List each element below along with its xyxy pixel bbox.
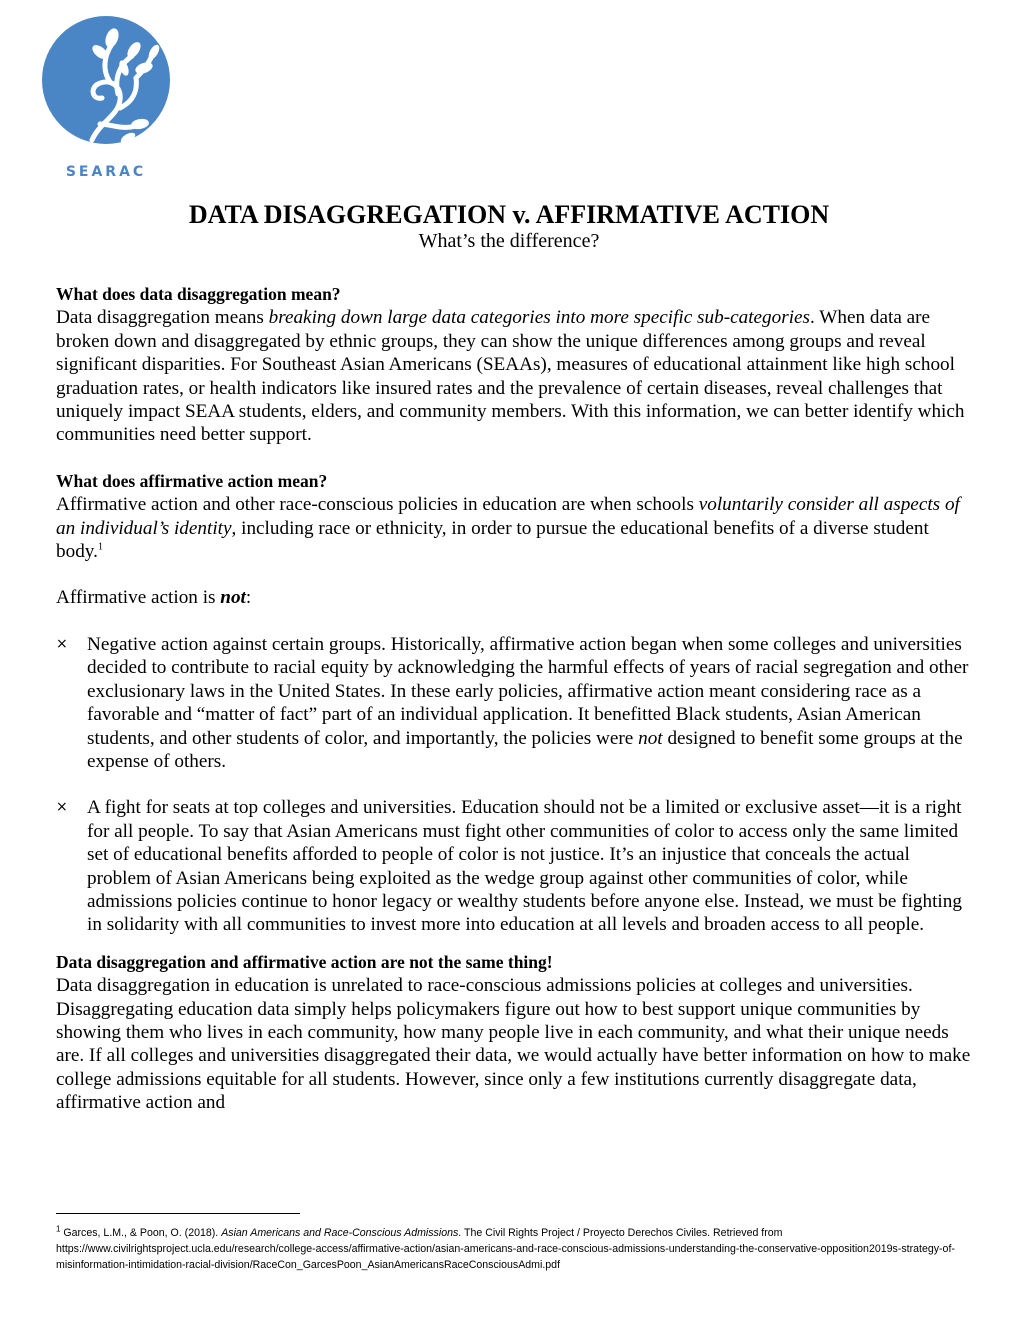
emphasis-text: breaking down large data categories into more specific sub-categories xyxy=(268,307,811,329)
question-affirmative-action: What does affirmative action mean? xyxy=(56,470,328,491)
footnote-authors: Garces, L.M., & Poon, O. (2018). xyxy=(60,1227,222,1239)
footnote-reference: 1 xyxy=(97,541,103,553)
searac-logo xyxy=(40,12,172,182)
not-line xyxy=(56,586,976,609)
emphasis-text: voluntarily consider all aspects of an individual’s identity xyxy=(56,494,960,539)
paragraph-affirmative-action xyxy=(56,493,976,563)
list-item xyxy=(56,633,976,773)
heading-not-same-thing: Data disaggregation and affirmative action are not the same thing! xyxy=(56,951,553,972)
page-subtitle: What’s the difference? xyxy=(418,230,600,252)
text-run: designed to benefit some groups at the expense of others. xyxy=(87,727,963,772)
question-data-disaggregation: What does data disaggregation mean? xyxy=(56,284,341,304)
footnote-divider xyxy=(56,1213,300,1214)
emphasis-text: not xyxy=(638,727,663,749)
footnote xyxy=(56,1225,986,1273)
text-run: . When data are broken down and disaggregated by ethnic groups, they can show the unique differences among groups and reveal significant disparities. For Southeast Asian Americans (SEAAs), measures of educational attainment like high school graduation rates, or health indicators like insured rates and the prevalence of certain diseases, reveal challenges that uniquely impact SEAA students, elders, and community members. With this information, we can better identify which communities need better support. xyxy=(56,307,965,446)
list-item xyxy=(56,796,976,936)
text-run: Negative action against certain groups. Historically, affirmative action began when some colleges and universities decided to contribute to racial equity by acknowledging the harmful effects of years of racial segregation and other exclusionary laws in the United States. In these early policies, affirmative action meant considering race as a favorable and “matter of fact” part of an individual application. It benefitted Black students, Asian American students, and other students of color, and importantly, the policies were xyxy=(87,633,969,749)
text-run: : xyxy=(245,587,252,609)
x-mark-icon: × xyxy=(56,799,68,816)
footnote-title: Asian Americans and Race-Conscious Admissions xyxy=(221,1227,459,1239)
x-mark-icon: × xyxy=(56,635,68,652)
logo-wordmark: SEARAC xyxy=(65,164,147,180)
text-run: Data disaggregation means xyxy=(56,307,269,329)
paragraph-not-same-thing: Data disaggregation in education is unrelated to race-conscious admissions policies at colleges and universities. Disaggregating education data simply helps policymakers figure out how to best support unique communities by showing them who lives in each community, how many people live in each community, and what their unique needs are. If all colleges and universities disaggregated their data, we would actually have better information on how to make college admissions equitable for all students. However, since only a few institutions currently disaggregate data, affirmative action and xyxy=(56,975,971,1114)
text-run: , including race or ethnicity, in order to pursue the educational benefits of a diverse student body. xyxy=(56,517,929,563)
text-run: Affirmative action is xyxy=(56,587,221,609)
tree-logo-icon xyxy=(40,12,172,162)
footnote-number: 1 xyxy=(56,1224,61,1234)
footnote-source: . The Civil Rights Project / Proyecto Derechos Civiles. Retrieved from https://www.civilrightsproject.ucla.edu/research/college-access/affirmative-action/asian-americans-and-race-conscious-admissions-understanding-the-conservative-opposition2019s-strategy-of-misinformation-intimidation-racial-division/RaceCon_GarcesPoon_AsianAmericansRaceConsciousAdmi.pdf xyxy=(56,1227,955,1271)
emphasis-not: not xyxy=(220,587,246,609)
text-run: A fight for seats at top colleges and universities. Education should not be a limited or exclusive asset—it is a right for all people. To say that Asian Americans must fight other communities of color to access only the same limited set of educational benefits afforded to people of color is not justice. It’s an injustice that conceals the actual problem of Asian Americans being exploited as the wedge group against other communities of color, while admissions policies continue to honor legacy or wealthy students before anyone else. Instead, we must be fighting in solidarity with all communities to invest more into education at all levels and broaden access to all people. xyxy=(87,797,962,936)
document-body xyxy=(56,283,976,1115)
text-run: Affirmative action and other race-conscious policies in education are when schools xyxy=(56,494,699,516)
page-title: DATA DISAGGREGATION v. AFFIRMATIVE ACTION xyxy=(188,200,830,229)
paragraph-data-disaggregation xyxy=(56,306,976,446)
